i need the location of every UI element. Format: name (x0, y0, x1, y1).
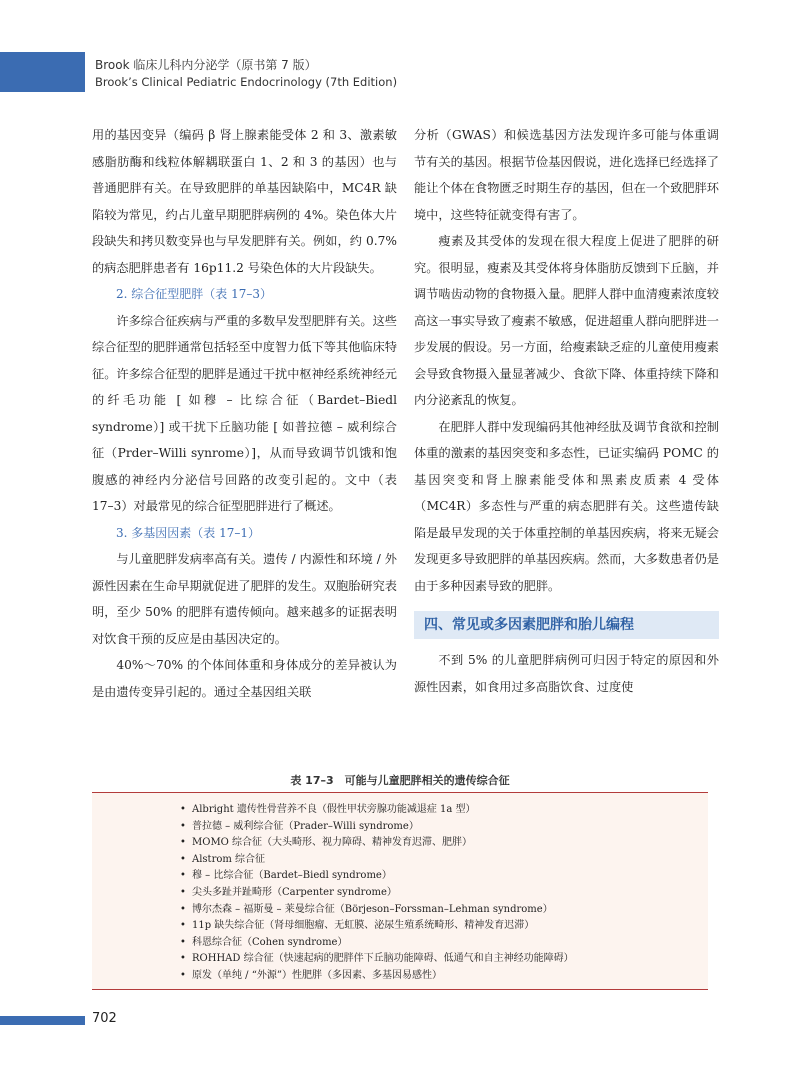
bullet-icon: • (180, 936, 186, 948)
paragraph: 许多综合征疾病与严重的多数早发型肥胖有关。这些综合征型的肥胖通常包括轻至中度智力低下等其他临床特征。许多综合征型的肥胖是通过干扰中枢神经系统神经元的纤毛功能 [ 如穆 – 比综合征（Bardet–Biedl syndrome）] 或干扰下丘脑功能 [ 如普拉德 – 威利综合征（Prder–Willi synrome）]，从而导致调节饥饿和饱腹感的神经内分泌信号回路的改变引起的。文中（表 17–3）对最常见的综合征型肥胖进行了概述。 (92, 313, 397, 513)
list-item (180, 852, 708, 869)
list-item (180, 802, 708, 819)
bullet-icon: • (180, 886, 186, 898)
list-item (180, 951, 708, 968)
paragraph: 不到 5% 的儿童肥胖病例可归因于特定的原因和外源性因素，如食用过多高脂饮食、过度使 (414, 653, 719, 694)
list-item (180, 885, 708, 902)
list-item-text: 11p 缺失综合征（肾母细胞瘤、无虹膜、泌尿生殖系统畸形、精神发育迟滞） (192, 920, 535, 932)
list-item-text: Alstrom 综合征 (192, 853, 266, 865)
header-color-bar (0, 52, 85, 92)
list-item (180, 819, 708, 836)
bullet-icon: • (180, 903, 186, 915)
paragraph: 用的基因变异（编码 β 肾上腺素能受体 2 和 3、激素敏感脂肪酶和线粒体解耦联蛋白 1、2 和 3 的基因）也与普通肥胖有关。在导致肥胖的单基因缺陷中，MC4R 缺陷较为常见，约占儿童早期肥胖病例的 4%。染色体大片段缺失和拷贝数变异也与早发肥胖有关。例如，约 0.7% 的病态肥胖患者有 16p11.2 号染色体的大片段缺失。 (92, 128, 397, 275)
list-item (180, 868, 708, 885)
list-item-text: 穆 – 比综合征（Bardet–Biedl syndrome） (192, 870, 392, 882)
list-item (180, 918, 708, 935)
table-title: 表 17–3 可能与儿童肥胖相关的遗传综合征 (290, 774, 510, 787)
footer-color-bar (0, 1016, 85, 1025)
list-item (180, 902, 708, 919)
right-column (414, 122, 719, 700)
list-item (180, 968, 708, 985)
list-item-text: 尖头多趾并趾畸形（Carpenter syndrome） (192, 886, 397, 898)
paragraph: 40%～70% 的个体间体重和身体成分的差异被认为是由遗传变异引起的。通过全基因组关联 (92, 658, 397, 699)
list-item-text: ROHHAD 综合征（快速起病的肥胖伴下丘脑功能障碍、低通气和自主神经功能障碍） (192, 953, 574, 965)
subsection-heading: 3. 多基因因素（表 17–1） (116, 525, 260, 540)
subsection-heading: 2. 综合征型肥胖（表 17–3） (116, 287, 272, 301)
list-item (180, 935, 708, 952)
syndrome-table (92, 792, 708, 990)
list-item-text: MOMO 综合征（大头畸形、视力障碍、精神发育迟滞、肥胖） (192, 837, 473, 849)
paragraph: 与儿童肥胖发病率高有关。遗传 / 内源性和环境 / 外源性因素在生命早期就促进了肥胖的发生。双胞胎研究表明，至少 50% 的肥胖有遗传倾向。越来越多的证据表明对饮食干预的反应是由基因决定的。 (92, 552, 397, 646)
book-title-en: Brook’s Clinical Pediatric Endocrinology (7th Edition) (95, 75, 398, 89)
bullet-icon: • (180, 969, 186, 981)
paragraph: 分析（GWAS）和候选基因方法发现许多可能与体重调节有关的基因。根据节俭基因假说，进化选择已经选择了能让个体在食物匮乏时期生存的基因，但在一个致肥胖环境中，这些特征就变得有害了。 (414, 128, 719, 222)
page-number: 702 (92, 1011, 117, 1026)
bullet-icon: • (180, 837, 186, 849)
section-heading: 四、常见或多因素肥胖和胎儿编程 (414, 611, 719, 639)
book-title-cn: Brook 临床儿科内分泌学（原书第 7 版） (95, 58, 317, 72)
bullet-icon: • (180, 920, 186, 932)
list-item-text: Albright 遗传性骨营养不良（假性甲状旁腺功能减退症 1a 型） (192, 804, 476, 815)
list-item-text: 原发（单纯 / “外源”）性肥胖（多因素、多基因易感性） (192, 969, 442, 981)
list-item-text: 博尔杰森 – 福斯曼 – 莱曼综合征（Börjeson–Forssman–Lehman syndrome） (192, 903, 553, 915)
left-column (92, 122, 397, 705)
list-item (180, 835, 708, 852)
paragraph: 瘦素及其受体的发现在很大程度上促进了肥胖的研究。很明显，瘦素及其受体将身体脂肪反馈到下丘脑，并调节啮齿动物的食物摄入量。肥胖人群中血清瘦素浓度较高这一事实导致了瘦素不敏感，促进超重人群向肥胖进一步发展的假设。另一方面，给瘦素缺乏症的儿童使用瘦素会导致食物摄入量显著减少、食欲下降、体重持续下降和内分泌紊乱的恢复。 (414, 234, 719, 407)
bullet-icon: • (180, 804, 186, 815)
list-item-text: 科恩综合征（Cohen syndrome） (192, 936, 348, 948)
bullet-icon: • (180, 853, 186, 865)
bullet-icon: • (180, 820, 186, 832)
bullet-icon: • (180, 953, 186, 965)
list-item-text: 普拉德 – 威利综合征（Prader–Willi syndrome） (192, 820, 419, 832)
bullet-icon: • (180, 870, 186, 882)
paragraph: 在肥胖人群中发现编码其他神经肽及调节食欲和控制体重的激素的基因突变和多态性，已证实编码 POMC 的基因突变和肾上腺素能受体和黑素皮质素 4 受体（MC4R）多态性与严重的病态肥胖有关。这些遗传缺陷是最早发现的关于体重控制的单基因疾病，将来无疑会发现更多导致肥胖的单基因疾病。然而，大多数患者仍是由于多种因素导致的肥胖。 (414, 419, 719, 593)
syndrome-list (180, 802, 708, 985)
